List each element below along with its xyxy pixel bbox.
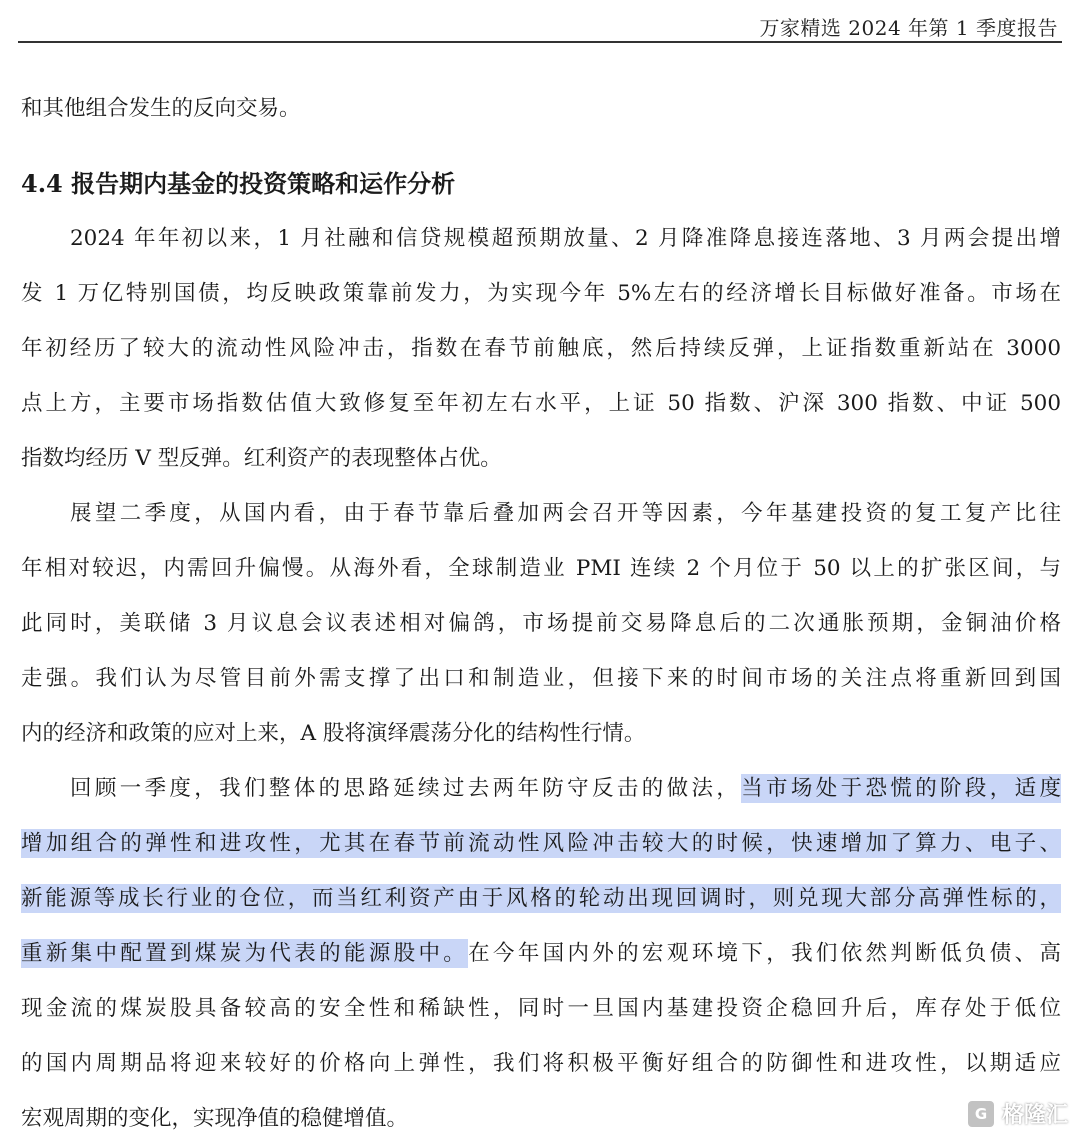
- report-title: 万家精选 2024 年第 1 季度报告: [759, 16, 1058, 40]
- paragraph-line: 年相对较迟，内需回升偏慢。从海外看，全球制造业 PMI 连续 2 个月位于 50 以上的扩张区间，与: [21, 556, 1061, 581]
- paragraph-line: [70, 774, 1061, 804]
- highlighted-text: 当市场处于恐慌的阶段，适度: [741, 776, 1061, 801]
- paragraph-line: 指数均经历 V 型反弹。红利资产的表现整体占优。: [21, 446, 502, 471]
- intro-line: 和其他组合发生的反向交易。: [21, 96, 301, 121]
- paragraph-line: 现金流的煤炭股具备较高的安全性和稀缺性，同时一旦国内基建投资企稳回升后，库存处于低位: [21, 996, 1061, 1021]
- paragraph-line: 2024 年年初以来，1 月社融和信贷规模超预期放量、2 月降准降息接连落地、3 月两会提出增: [70, 226, 1061, 251]
- header-divider: [18, 41, 1062, 43]
- paragraph-line: 宏观周期的变化，实现净值的稳健增值。: [21, 1106, 409, 1131]
- highlighted-text: 新能源等成长行业的仓位，而当红利资产由于风格的轮动出现回调时，则兑现大部分高弹性标的，: [21, 886, 1061, 911]
- paragraph-line: 年初经历了较大的流动性风险冲击，指数在春节前触底，然后持续反弹，上证指数重新站在 3000: [21, 336, 1061, 361]
- page-header: [0, 0, 1080, 44]
- paragraph-line: 展望二季度，从国内看，由于春节靠后叠加两会召开等因素，今年基建投资的复工复产比往: [70, 501, 1061, 526]
- paragraph-line: 内的经济和政策的应对上来，A 股将演绎震荡分化的结构性行情。: [21, 721, 646, 746]
- paragraph-line: 此同时，美联储 3 月议息会议表述相对偏鸽，市场提前交易降息后的二次通胀预期，金铜油价格: [21, 611, 1061, 636]
- highlighted-text: 增加组合的弹性和进攻性，尤其在春节前流动性风险冲击较大的时候，快速增加了算力、电子、: [21, 831, 1061, 856]
- paragraph-line: [21, 884, 1061, 914]
- paragraph-line: 点上方，主要市场指数估值大致修复至年初左右水平，上证 50 指数、沪深 300 指数、中证 500: [21, 391, 1061, 416]
- paragraph-line: [21, 939, 1061, 969]
- highlighted-text: 重新集中配置到煤炭为代表的能源股中。: [21, 941, 469, 966]
- watermark-text: 格隆汇: [1001, 1103, 1068, 1128]
- paragraph-line: 发 1 万亿特别国债，均反映政策靠前发力，为实现今年 5%左右的经济增长目标做好准备。市场在: [21, 281, 1061, 306]
- section-heading: 4.4 报告期内基金的投资策略和运作分析: [21, 169, 456, 198]
- watermark-logo-icon: G: [966, 1099, 996, 1129]
- paragraph-line: [21, 829, 1061, 859]
- paragraph-line: 的国内周期品将迎来较好的价格向上弹性，我们将积极平衡好组合的防御性和进攻性，以期适应: [21, 1051, 1061, 1076]
- plain-text: 在今年国内外的宏观环境下，我们依然判断低负债、高: [468, 941, 1061, 966]
- paragraph-line: 走强。我们认为尽管目前外需支撑了出口和制造业，但接下来的时间市场的关注点将重新回到国: [21, 666, 1061, 691]
- watermark: [966, 1098, 1068, 1129]
- plain-text: 回顾一季度，我们整体的思路延续过去两年防守反击的做法，: [70, 776, 742, 801]
